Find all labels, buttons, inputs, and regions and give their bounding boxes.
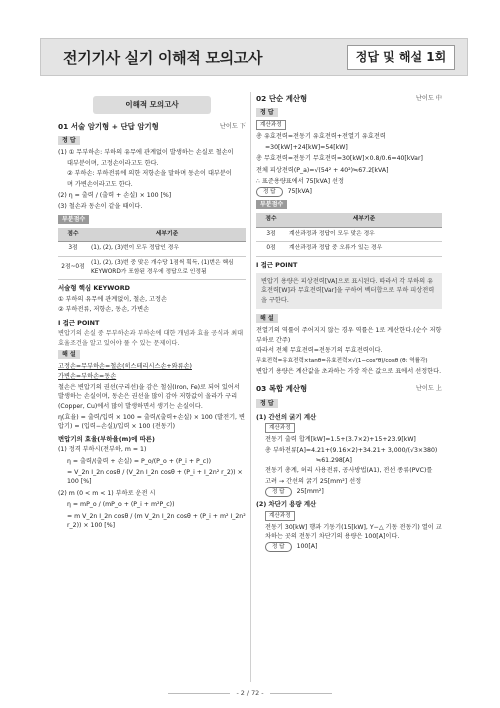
question-3-title: 03 복합 계산형 (256, 384, 308, 394)
question-2-header (256, 94, 442, 103)
answer-tag: 정 답 (58, 136, 80, 145)
left-column (58, 90, 246, 532)
explanation-line: 고정손=무부하손=철손(히스테리시스손+와류손) (58, 362, 192, 370)
explanation-line: (2) m (0 < m < 1) 부하로 운전 시 (58, 489, 156, 497)
efficiency-formula: η(효율) = 출력/입력 × 100 = 출력/(출력+손실) × 100 (발전기, 변압기) = (입력−손실)/입력 × 100 (전동기) (58, 413, 245, 431)
final-answer: 75[kVA] (287, 188, 312, 196)
question-1-difficulty: 난이도 下 (219, 123, 246, 130)
calc-line: ∴ 표준용량표에서 75[kVA] 선정 (256, 178, 344, 186)
calc-line: 총 부하전류[A]=4.21+(9.16×2)+34.21+ 3,000/(√3×380) (265, 446, 438, 454)
answer-tag: 정 답 (256, 108, 278, 117)
final-answer: 25[mm²] (296, 488, 324, 496)
criteria-header: 세부기준 (286, 213, 442, 227)
table-row (256, 242, 442, 256)
explanation-line: 철손은 변압기의 권선(구리선)을 감은 철심(Iron, Fe)로 되어 있어서 발생하는 손실이며, 동손은 권선을 많이 감아 저항값이 올라가 구리(Copper, Cu)에서 많이 발생하면서 생기는 손실이다. (58, 383, 240, 410)
question-1-header (58, 122, 246, 131)
efficiency-formula: η = 출력/(출력 + 손실) = P_o/(P_o + (P_i + P_c)) (67, 457, 212, 465)
calc-line: 전동기 출력 합계[kW]=1.5+(3.7×2)+15+23.9[kW] (265, 436, 416, 444)
explanation-subtitle: 변압기의 효율(부하율(m)에 따른) (58, 434, 155, 443)
partial-score-tag: 부분점수 (58, 215, 89, 224)
calc-line: 전동기 총계, 허리 사용전류, 공사방법(A1), 전선 종류(PVC)를 (265, 467, 433, 475)
question-2-difficulty: 난이도 中 (415, 95, 442, 102)
explanation-line: (1) 정격 부하시(전부하, m = 1) (58, 446, 147, 454)
criteria-header: 세부기준 (88, 228, 246, 242)
criteria-cell: 계산과정과 정답이 모두 맞은 경우 (286, 227, 442, 241)
part-2-title: (2) 차단기 용량 계산 (256, 500, 317, 509)
calc-process-tag: 계산과정 (265, 423, 295, 433)
calc-line: 총 유효전력=전동기 유효전력+전열기 유효전력 (256, 133, 386, 141)
explanation-tag: 해 설 (58, 350, 80, 359)
answer-line: 며 가변손이라고도 한다. (67, 180, 133, 188)
calc-line: 전체 피상전력(P_a)=√(54² + 40²)≒67.2[kVA] (256, 166, 389, 174)
calc-line: =30[kW]+24[kW]=54[kW] (265, 143, 348, 151)
answer-line: 대부분이며, 고정손이라고도 한다. (67, 159, 159, 167)
explanation-tag: 해 설 (256, 314, 278, 323)
answer-tag: 정 답 (256, 399, 278, 408)
score-header: 점수 (58, 228, 88, 242)
partial-score-tag: 부분점수 (256, 200, 287, 209)
efficiency-formula: = V_2n I_2n cosθ / (V_2n I_2n cosθ + (P_i + I_2n² r_2)) × 100 [%] (67, 468, 243, 486)
explanation-line: 따라서 전체 무효전력=전동기의 무효전력이다. (256, 347, 383, 355)
approach-point-text: 변압기 용량은 피상전력[VA]으로 표시된다. 따라서 각 부하의 유효전력[W]과 무효전력[Var]을 구하여 벡터합으로 부하 피상전력을 구한다. (256, 273, 442, 309)
final-answer: 100[A] (296, 543, 318, 551)
score-cell: 3점 (256, 227, 286, 241)
page-rule (168, 693, 230, 694)
answer-pill: 정 답 (256, 187, 283, 197)
section-banner: 이해적 모의고사 (93, 96, 211, 114)
score-cell: 3점 (58, 242, 88, 256)
criteria-cell: (1), (2), (3)번 중 맞은 개수당 1점씩 획득, (1)번은 핵심 KEYWORD가 포함된 경우에 정답으로 인정됨 (88, 256, 246, 280)
score-table (256, 213, 442, 256)
approach-point-text: 변압기의 손실 중 무부하손과 부하손에 대한 개념과 효율 공식과 최대 효율조건을 알고 있어야 풀 수 있는 문제이다. (58, 330, 244, 347)
explanation-line: 전열기의 역률이 주어지지 않는 경우 역률은 1로 계산한다.(순수 저항 부하로 간주) (256, 327, 442, 344)
answer-badge: 정답 및 해설 1회 (347, 45, 455, 70)
approach-point-title: I 접근 POINT (256, 260, 298, 269)
explanation-line: 변압기 용량은 계산값을 초과하는 가장 작은 값으로 표에서 선정한다. (256, 367, 442, 375)
calc-line: 총 무효전력=전동기 무효전력=30[kW]×0.8/0.6=40[kVar] (256, 155, 423, 163)
column-divider (250, 92, 251, 682)
answer-line: (3) 철손과 동손이 같을 때이다. (58, 203, 143, 211)
answer-line: ② 부하손: 부하전류에 의한 저항손을 말하며 동손이 대부분이 (67, 170, 232, 178)
calc-line: 고려 → 간선의 굵기 25[mm²] 선정 (265, 477, 362, 485)
approach-point-title: I 접근 POINT (58, 318, 100, 327)
efficiency-formula: η = mP_o / (mP_o + (P_i + m²P_c)) (67, 501, 175, 509)
table-row (256, 227, 442, 241)
page-title: 전기기사 실기 이해적 모의고사 (63, 49, 263, 67)
score-table (58, 228, 246, 281)
explanation-line: 무효전력=유효전력×tanθ=유효전력×√(1−cos²θ)/cosθ (θ: 역률각) (256, 357, 428, 364)
keyword-line: ② 부하전류, 저항손, 동손, 가변손 (58, 306, 150, 314)
part-1-title: (1) 간선의 굵기 계산 (256, 412, 317, 421)
keyword-title: 서술형 핵심 KEYWORD (58, 284, 130, 293)
right-column (256, 90, 442, 553)
calc-line: ≒61.298[A] (316, 456, 352, 464)
page-rule (270, 693, 332, 694)
calc-process-tag: 계산과정 (256, 120, 286, 130)
answer-pill: 정 답 (265, 542, 292, 552)
criteria-cell: 계산과정과 정답 중 오류가 있는 경우 (286, 242, 442, 256)
score-cell: 0점 (256, 242, 286, 256)
question-3-difficulty: 난이도 上 (415, 385, 442, 393)
table-row (58, 256, 246, 280)
score-cell: 2점~0점 (58, 256, 88, 280)
page-number (0, 689, 500, 697)
calc-process-tag: 계산과정 (265, 511, 295, 521)
page-number-text: - 2 / 72 - (236, 689, 264, 697)
question-2-title: 02 단순 계산형 (256, 94, 308, 103)
title-header (40, 38, 468, 76)
criteria-cell: (1), (2), (3)번이 모두 정답인 경우 (88, 242, 246, 256)
question-3-header (256, 384, 442, 393)
explanation-line: 가변손=부하손=동손 (58, 373, 117, 381)
efficiency-formula: (2) η = 출력 / (출력 + 손실) × 100 [%] (58, 192, 172, 200)
question-1-title: 01 서술 암기형 + 단답 암기형 (58, 122, 159, 131)
table-row (58, 242, 246, 256)
efficiency-formula: = m V_2n I_2n cosθ / (m V_2n I_2n cosθ + (P_i + m² I_2n² r_2)) × 100 [%] (67, 512, 246, 529)
score-header: 점수 (256, 213, 286, 227)
keyword-line: ① 부하의 유무에 관계없이, 철손, 고정손 (58, 295, 167, 303)
answer-line: (1) ① 무부하손: 부하의 유무에 관계없이 발생하는 손실로 철손이 (58, 149, 234, 157)
answer-pill: 정 답 (265, 487, 292, 497)
calc-line: 전동기 30[kW] 행과 기동기(15[kW], Y−△ 기동 전동기) 열이 교차하는 곳의 전동기 차단기의 용량은 100[A]이다. (265, 523, 442, 540)
